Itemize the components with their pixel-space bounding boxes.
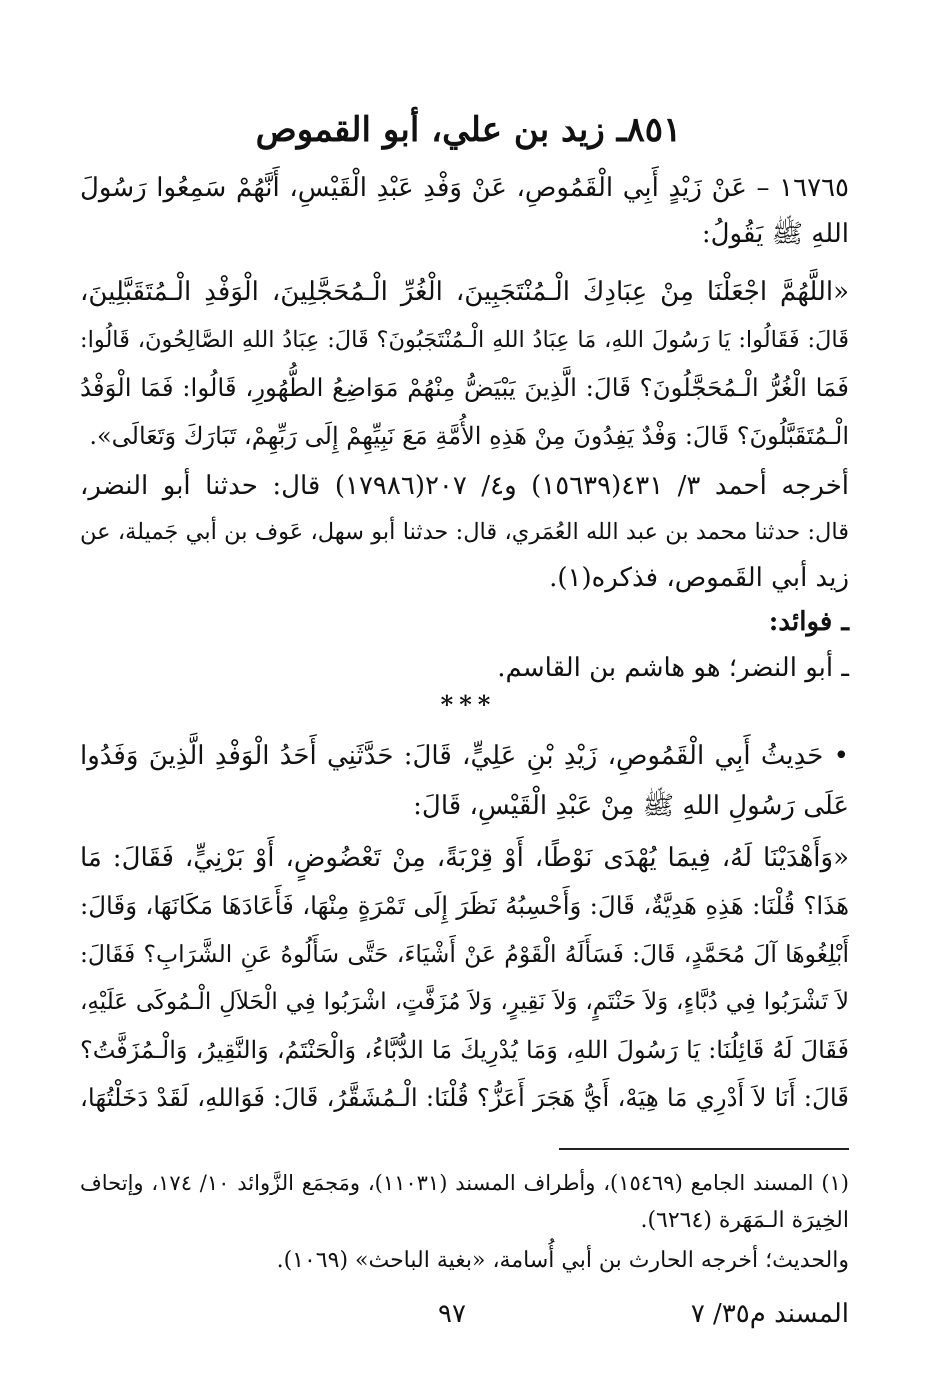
- hadith-2-line: • حَدِيثُ أَبِي الْقَمُوصِ، زَيْدِ بْنِ عَلِيٍّ، قَالَ: حَدَّثَنِي أَحَدُ الْوَفْدِ الَّذِينَ وَفَدُوا: [80, 741, 849, 771]
- hadith-2-line: لاَ تَشْرَبُوا فِي دُبَّاءٍ، وَلاَ حَنْتَمٍ، وَلاَ نَقِيرٍ، وَلاَ مُزَفَّتٍ، اشْرَبُوا فِي الْحَلاَلِ الْـمُوكَى عَلَيْهِ،: [80, 989, 849, 1015]
- hadith-2-line: فَقَالَ لَهُ قَائِلُنَا: يَا رَسُولَ اللهِ، وَمَا يُدْرِيكَ مَا الدُّبَّاءُ، وَالْحَنْتَمُ، وَالنَّقِيرُ، وَالْـمُزَفَّتُ؟: [80, 1036, 849, 1064]
- fawaid-item: ـ أبو النضر؛ هو هاشم بن القاسم.: [497, 653, 849, 683]
- hadith-2-line: عَلَى رَسُولِ اللهِ ﷺ مِنْ عَبْدِ الْقَيْسِ، قَالَ:: [413, 791, 849, 821]
- hadith-2-line: أَبْلِغُوهَا آلَ مُحَمَّدٍ، قَالَ: فَسَأَلَهُ الْقَوْمُ عَنْ أَشْيَاءَ، حَتَّى سَأَلُوهُ عَنِ الشَّرَابِ؟ فَقَالَ:: [80, 940, 849, 968]
- takhrij-line: أخرجه أحمد ٣/ ٤٣١(١٥٦٣٩) و٤/ ٢٠٧(١٧٩٨٦) قال: حدثنا أبو النضر،: [80, 471, 849, 501]
- footnote-divider: [559, 1148, 849, 1150]
- fawaid-title: ـ فوائد:: [768, 607, 849, 637]
- hadith-2-line: «وَأَهْدَيْنَا لَهُ، فِيمَا يُهْدَى نَوْطًا، أَوْ قِرْبَةً، مِنْ تَعْضُوضٍ، أَوْ بَرْنِيٍّ، فَقَالَ: مَا: [80, 843, 849, 873]
- page-number: ٩٧: [438, 1299, 466, 1329]
- hadith-1-line: ١٦٧٦٥ – عَنْ زَيْدٍ أَبِي الْقَمُوصِ، عَنْ وَفْدِ عَبْدِ الْقَيْسِ، أَنَّهُمْ سَمِعُوا رَسُولَ: [80, 173, 849, 203]
- hadith-1-line: «اللَّهُمَّ اجْعَلْنَا مِنْ عِبَادِكَ الْـمُنْتَجَبِينَ، الْغُرِّ الْـمُحَجَّلِينَ، الْوَفْدِ الْـمُتَقَبَّلِينَ،: [80, 277, 849, 307]
- footnote-line: والحديث؛ أخرجه الحارث بن أبي أُسامة، «بغية الباحث» (١٠٦٩).: [276, 1248, 849, 1273]
- section-separator: ***: [440, 690, 497, 719]
- footnote-line: الخِيرَة الـمَهَرة (٦٢٦٤).: [640, 1208, 849, 1233]
- hadith-1-line: اللهِ ﷺ يَقُولُ:: [701, 219, 849, 249]
- hadith-1-line: فَمَا الْغُرُّ الْـمُحَجَّلُونَ؟ قَالَ: الَّذِينَ يَبْيَضُّ مِنْهُمْ مَوَاضِعُ الطُّهُورِ، قَالُوا: فَمَا الْوَفْدُ: [80, 373, 849, 402]
- footnote-line: (١) المسند الجامع (١٥٤٦٩)، وأطراف المسند (١١٠٣١)، ومَجمَع الزَّوائد ١٠/ ١٧٤، وإتحاف: [80, 1171, 849, 1195]
- takhrij-line: زيد أبي القَموص، فذكره(١).: [549, 563, 849, 593]
- hadith-1-line: قَالَ: فَقَالُوا: يَا رَسُولَ اللهِ، مَا عِبَادُ اللهِ الْـمُنْتَجَبُونَ؟ قَالَ: عِبَادُ اللهِ الصَّالِحُونَ، قَالُوا:: [80, 327, 849, 353]
- takhrij-line: قال: حدثنا محمد بن عبد الله العُمَري، قال: حدثنا أبو سهل، عَوف بن أبي جَميلة، عن: [80, 519, 849, 545]
- chapter-heading: ٨٥١ـ زيد بن علي، أبو القموص: [255, 110, 682, 150]
- hadith-2-line: هَذَا؟ قُلْنَا: هَذِهِ هَدِيَّةٌ، قَالَ: وَأَحْسِبُهُ نَظَرَ إِلَى تَمْرَةٍ مِنْهَا، فَأَعَادَهَا مَكَانَهَا، وَقَالَ:: [80, 891, 849, 920]
- hadith-2-line: قَالَ: أَنَا لاَ أَدْرِي مَا هِيَهْ، أَيُّ هَجَرَ أَعَزُّ؟ قُلْنَا: الْـمُشَقَّرُ، قَالَ: فَوَاللهِ، لَقَدْ دَخَلْتُهَا،: [80, 1083, 849, 1112]
- signature-mark: المسند م٣٥/ ٧: [690, 1299, 849, 1329]
- hadith-1-line: الْـمُتَقَبَّلُونَ؟ قَالَ: وَفْدٌ يَفِدُونَ مِنْ هَذِهِ الأُمَّةِ مَعَ نَبِيِّهِمْ إِلَى رَبِّهِمْ، تَبَارَكَ وَتَعَالَى».: [89, 422, 849, 450]
